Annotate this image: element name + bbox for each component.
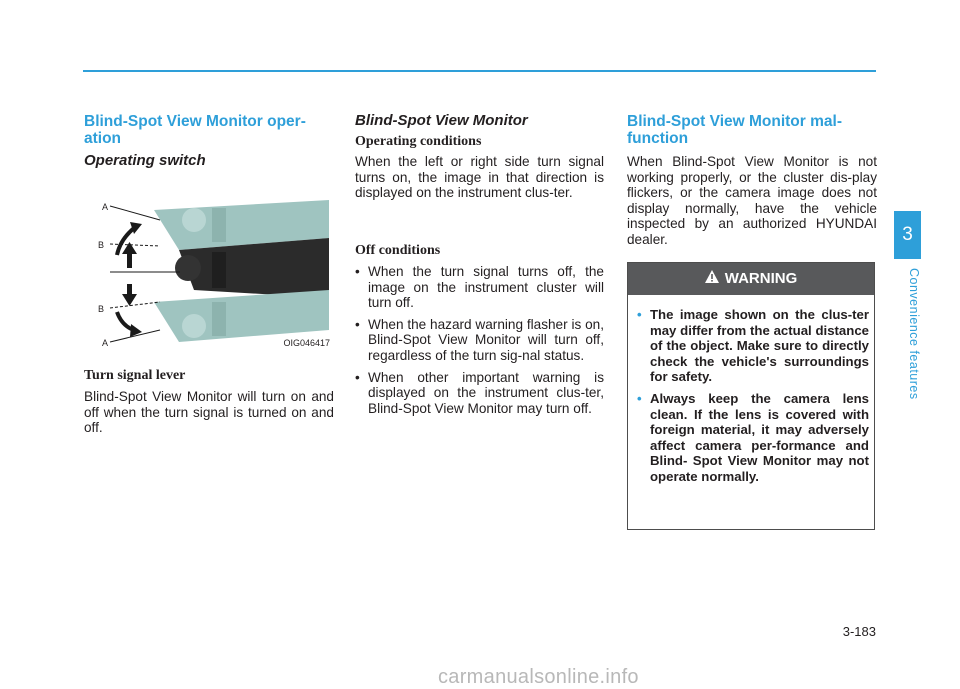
figure-label-a-top: A (102, 202, 109, 212)
subheading-off-conditions: Off conditions (355, 243, 441, 258)
subheading-operating-conditions: Operating conditions (355, 134, 482, 149)
list-item: • When the turn signal turns off, the image on the instrument cluster will turn off. (355, 264, 604, 311)
section-heading-operation (84, 113, 306, 147)
warning-title: WARNING (724, 270, 798, 287)
chapter-title: Convenience features (907, 268, 921, 400)
list-item: • Always keep the camera lens clean. If the lens is covered with foreign material, it may adversely affect camera per-formance and Blind- Spot View Monitor may not operate normally. (637, 390, 869, 484)
malfunction-paragraph: When Blind-Spot View Monitor is not working properly, or the cluster dis-play flickers, or the camera image does not display normally, have the vehicle inspected by an authorized HYUNDAI dealer. (627, 154, 877, 247)
list-item-text: When other important warning is displayed on the instrument clus-ter, Blind-Spot View Monitor may turn off. (368, 369, 604, 416)
list-item: • When other important warning is displayed on the instrument clus-ter, Blind-Spot View Monitor may turn off. (355, 369, 604, 416)
section-heading-bvm: Blind-Spot View Monitor (355, 112, 528, 129)
list-item: • When the hazard warning flasher is on, Blind-Spot View Monitor will turn off, regardless of the turn sig-nal status. (355, 316, 604, 363)
list-item-text: The image shown on the clus-ter may differ from the actual distance of the object. Make sure to directly check the vehicle's surroundings for safety. (650, 307, 869, 385)
lever-illustration (84, 180, 334, 352)
operating-paragraph: When the left or right side turn signal turns on, the image in that direction is displayed on the instrument clus-ter. (355, 154, 604, 201)
subheading-operating-switch: Operating switch (84, 152, 206, 169)
figure-label-b-bottom: B (98, 304, 105, 314)
subheading-turn-signal-lever: Turn signal lever (84, 368, 186, 383)
heading-line-1: Blind-Spot View Monitor oper- (84, 113, 306, 130)
list-item: • The image shown on the clus-ter may differ from the actual distance of the object. Make sure to directly check the vehicle's surroundings for safety. (637, 307, 869, 385)
page-number: 3-183 (842, 624, 876, 639)
off-conditions-list (355, 264, 604, 422)
heading-line-2: ation (84, 130, 122, 147)
list-item-text: Always keep the camera lens clean. If the lens is covered with foreign material, it may adversely affect camera per-formance and Blind- Spot View Monitor may not operate normally. (650, 390, 869, 484)
turn-signal-lever-figure (84, 180, 334, 352)
top-rule (83, 70, 876, 72)
chapter-tab: 3 (894, 211, 921, 259)
figure-code: OIG046417 (283, 338, 330, 348)
section-heading-malfunction (627, 113, 842, 147)
warning-triangle-icon (705, 263, 719, 295)
list-item-text: When the hazard warning flasher is on, Blind-Spot View Monitor will turn off, regardless of the turn sig-nal status. (368, 316, 604, 363)
heading-line-2: function (627, 130, 689, 147)
figure-label-b-top: B (98, 240, 105, 250)
heading-line-1: Blind-Spot View Monitor mal- (627, 113, 842, 130)
lever-paragraph: Blind-Spot View Monitor will turn on and off when the turn signal is turned on and off. (84, 389, 334, 436)
watermark: carmanualsonline.info (438, 666, 639, 688)
warning-list (637, 307, 869, 491)
list-item-text: When the turn signal turns off, the image on the instrument cluster will turn off. (368, 264, 604, 311)
warning-box (627, 262, 875, 530)
figure-label-a-bottom: A (102, 338, 109, 348)
warning-header (628, 263, 874, 295)
